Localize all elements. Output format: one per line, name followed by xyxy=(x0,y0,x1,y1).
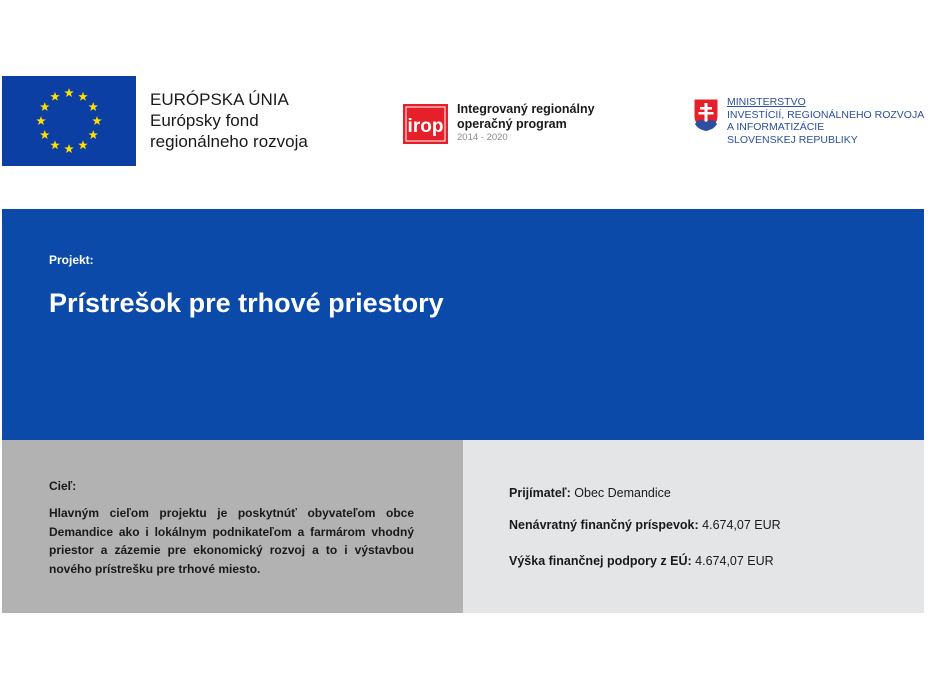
eu-line-1: EURÓPSKA ÚNIA xyxy=(150,90,289,109)
irop-line-2: operačný program xyxy=(457,117,567,131)
goal-text: Hlavným cieľom projektu je poskytnúť obyvateľom obce Demandice ako i lokálnym podnikateľom a farmárom vhodný priestor a zázemie pre ekonomický rozvoj a to i výstavbou nového prístrešku pre trhové miesto. xyxy=(49,506,414,576)
eu-support-value: 4.674,07 EUR xyxy=(695,554,774,568)
eu-star-icon xyxy=(36,116,46,125)
grant-row xyxy=(509,518,781,532)
recipient-value: Obec Demandice xyxy=(574,486,671,500)
irop-logo-label xyxy=(457,102,595,144)
irop-years: 2014 - 2020 xyxy=(457,132,508,143)
project-title: Prístrešok pre trhové priestory xyxy=(49,288,444,318)
irop-line-1: Integrovaný regionálny xyxy=(457,102,595,116)
ministry-line-2: INVESTÍCIÍ, REGIONÁLNEHO ROZVOJA xyxy=(727,108,925,121)
eu-star-icon xyxy=(40,102,50,111)
eu-star-icon xyxy=(64,88,74,97)
irop-logo-text: irop xyxy=(407,116,444,137)
grant-label: Nenávratný finančný príspevok: xyxy=(509,518,699,532)
info-panel xyxy=(463,440,924,613)
eu-star-icon xyxy=(88,130,98,139)
eu-line-2: Európsky fond xyxy=(150,111,259,130)
eu-support-label: Výška finančnej podpory z EÚ: xyxy=(509,554,692,568)
project-label: Projekt: xyxy=(49,253,94,267)
eu-star-icon xyxy=(78,92,88,101)
eu-line-3: regionálneho rozvoja xyxy=(150,132,308,151)
ministry-logo-text xyxy=(727,96,924,146)
eu-support-row xyxy=(509,554,774,568)
grant-value: 4.674,07 EUR xyxy=(702,518,781,532)
eu-star-icon xyxy=(92,116,102,125)
eu-star-icon xyxy=(40,130,50,139)
ministry-line-3: A INFORMATIZÁCIE xyxy=(727,121,825,133)
project-panel xyxy=(2,209,924,440)
goal-panel xyxy=(2,440,463,613)
eu-star-icon xyxy=(50,140,60,149)
eu-star-icon xyxy=(64,144,74,153)
ministry-line-1: MINISTERSTVO xyxy=(727,96,806,108)
recipient-label: Prijímateľ: xyxy=(509,486,571,500)
eu-star-icon xyxy=(88,102,98,111)
eu-logo-text xyxy=(150,89,308,152)
recipient-row xyxy=(509,486,671,500)
irop-logo-icon xyxy=(403,104,448,144)
eu-star-icon xyxy=(78,140,88,149)
goal-label: Cieľ: xyxy=(49,479,77,493)
eu-flag-icon xyxy=(2,76,136,166)
eu-star-icon xyxy=(50,92,60,101)
slovak-crest-icon xyxy=(693,98,719,132)
eu-stars xyxy=(2,76,136,166)
ministry-line-4: SLOVENSKEJ REPUBLIKY xyxy=(727,133,858,146)
